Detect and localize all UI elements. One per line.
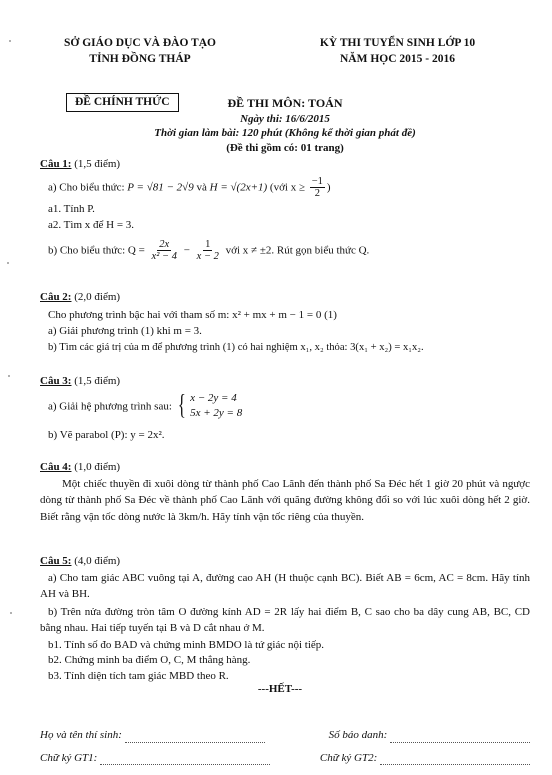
q1a-and: và <box>196 181 207 194</box>
q5-a: a) Cho tam giác ABC vuông tại A, đường cao AH (H thuộc cạnh BC). Biết AB = 6cm, AC = 8cm. Hãy tính AH và BH. <box>40 571 530 601</box>
q1b-minus: − <box>183 244 190 257</box>
question-2 <box>40 290 532 355</box>
scan-speck <box>10 612 12 614</box>
header-left <box>40 36 240 67</box>
fraction-denominator: x² − 4 <box>151 251 177 263</box>
gt2-signature-line <box>380 764 530 765</box>
q1-a1: a1. Tính P. <box>48 202 95 215</box>
candidate-number-line <box>390 742 530 743</box>
exam-pages: (Đề thi gồm có: 01 trang) <box>226 141 344 154</box>
question-title: Câu 2: <box>40 291 72 303</box>
q5-b3: b3. Tính diện tích tam giác MBD theo R. <box>48 669 229 682</box>
q1b-tail: với x ≠ ±2. Rút gọn biểu thức Q. <box>225 244 370 257</box>
question-points: (1,5 điểm) <box>74 375 121 387</box>
gt2-signature-label: Chữ ký GT2: <box>319 751 378 764</box>
candidate-name-line <box>125 742 265 743</box>
q5-b: b) Trên nửa đường tròn tâm O đường kính AD = 2R lấy hai điểm B, C sao cho ba dây cung AB, BC, CD bằng nhau. Hai tiếp tuyến tại B và D cắt nhau ở M. <box>40 605 530 635</box>
department-name: SỞ GIÁO DỤC VÀ ĐÀO TẠO <box>64 37 216 49</box>
q1a-expression-p: P = √81 − 2√9 <box>127 181 194 194</box>
q1a-lead: a) Cho biểu thức: <box>48 181 125 194</box>
q1a-expression-h: H = √(2x+1) <box>209 181 268 194</box>
candidate-number-row <box>329 728 530 743</box>
exam-subject: ĐỀ THI MÔN: TOÁN <box>227 96 343 110</box>
scan-speck <box>7 262 9 264</box>
scan-speck <box>9 40 11 42</box>
fraction-denominator: 2 <box>314 188 320 200</box>
q1a-condition-lead: (với x ≥ <box>269 181 305 194</box>
question-points: (4,0 điểm) <box>74 555 121 567</box>
q2-b: b) Tìm các giá trị của m để phương trình (1) có hai nghiệm x₁, x₂ thỏa: 3(x₁ + x₂) = x₁x₂. <box>48 341 424 353</box>
exam-date: Ngày thi: 16/6/2015 <box>240 112 330 125</box>
fraction-numerator: 2x <box>159 238 170 250</box>
question-4 <box>40 460 530 525</box>
official-exam-box: ĐỀ CHÍNH THỨC <box>66 93 179 112</box>
q2-intro: Cho phương trình bậc hai với tham số m: x² + mx + m − 1 = 0 (1) <box>48 308 337 321</box>
q2-a: a) Giải phương trình (1) khi m = 3. <box>48 325 202 338</box>
school-year: NĂM HỌC 2015 - 2016 <box>340 52 455 65</box>
question-points: (2,0 điểm) <box>74 291 121 303</box>
question-title: Câu 1: <box>40 158 72 170</box>
q4-text: Một chiếc thuyền đi xuôi dòng từ thành phố Cao Lãnh đến thành phố Sa Đéc hết 1 giờ 20 phút và ngược dòng từ thành phố Sa Đéc về thành phố Cao Lãnh với quãng đường không đổi so với lúc xuôi dòng hết 2 giờ. Biết rằng vận tốc dòng nước là 3km/h. Hãy tính vận tốc riêng của thuyền. <box>40 477 530 523</box>
exam-info <box>120 96 450 155</box>
question-title: Câu 3: <box>40 375 72 387</box>
fraction-denominator: x − 2 <box>196 251 219 263</box>
question-title: Câu 5: <box>40 555 72 567</box>
brace-symbol: { <box>177 390 186 422</box>
gt1-signature-row <box>40 751 270 766</box>
q3-b: b) Vẽ parabol (P): y = 2x². <box>48 429 165 442</box>
question-title: Câu 4: <box>40 461 72 473</box>
question-1 <box>40 157 530 263</box>
q3a-lead: a) Giải hệ phương trình sau: <box>48 399 172 412</box>
equation-system <box>175 391 243 423</box>
end-mark: ---HẾT--- <box>257 683 303 695</box>
candidate-name-label: Họ và tên thí sinh: <box>40 729 122 741</box>
question-points: (1,0 điểm) <box>74 461 121 473</box>
q5-b1: b1. Tính số đo BAD và chứng minh BMDO là tứ giác nội tiếp. <box>48 638 325 651</box>
q1a-condition-close: ) <box>326 181 331 194</box>
equation-1: x − 2y = 4 <box>190 391 237 404</box>
gt2-signature-row <box>320 751 530 766</box>
q1b-fraction-2 <box>195 239 221 263</box>
footer <box>40 728 530 765</box>
q1b-lead: b) Cho biểu thức: Q = <box>48 244 145 257</box>
gt1-signature-label: Chữ ký GT1: <box>40 751 98 764</box>
fraction-numerator: −1 <box>311 175 323 187</box>
fraction-numerator: 1 <box>205 238 211 250</box>
exam-duration: Thời gian làm bài: 120 phút (Không kể thời gian phát đề) <box>154 127 416 140</box>
q1a-condition-fraction <box>310 176 325 200</box>
equation-2: 5x + 2y = 8 <box>190 407 243 420</box>
gt1-signature-line <box>100 764 270 765</box>
candidate-name-row <box>40 728 265 743</box>
candidate-number-label: Số báo danh: <box>328 729 388 741</box>
q1b-fraction-1 <box>150 239 179 263</box>
province-name: TỈNH ĐỒNG THÁP <box>89 52 191 65</box>
scan-speck <box>8 375 10 377</box>
question-5 <box>40 554 530 683</box>
question-points: (1,5 điểm) <box>74 158 121 170</box>
q1-a2: a2. Tìm x để H = 3. <box>48 219 135 232</box>
header-right <box>275 36 520 67</box>
q5-b2: b2. Chứng minh ba điểm O, C, M thẳng hàng. <box>48 654 251 667</box>
exam-name: KỲ THI TUYỂN SINH LỚP 10 <box>319 37 476 49</box>
question-3 <box>40 374 530 443</box>
